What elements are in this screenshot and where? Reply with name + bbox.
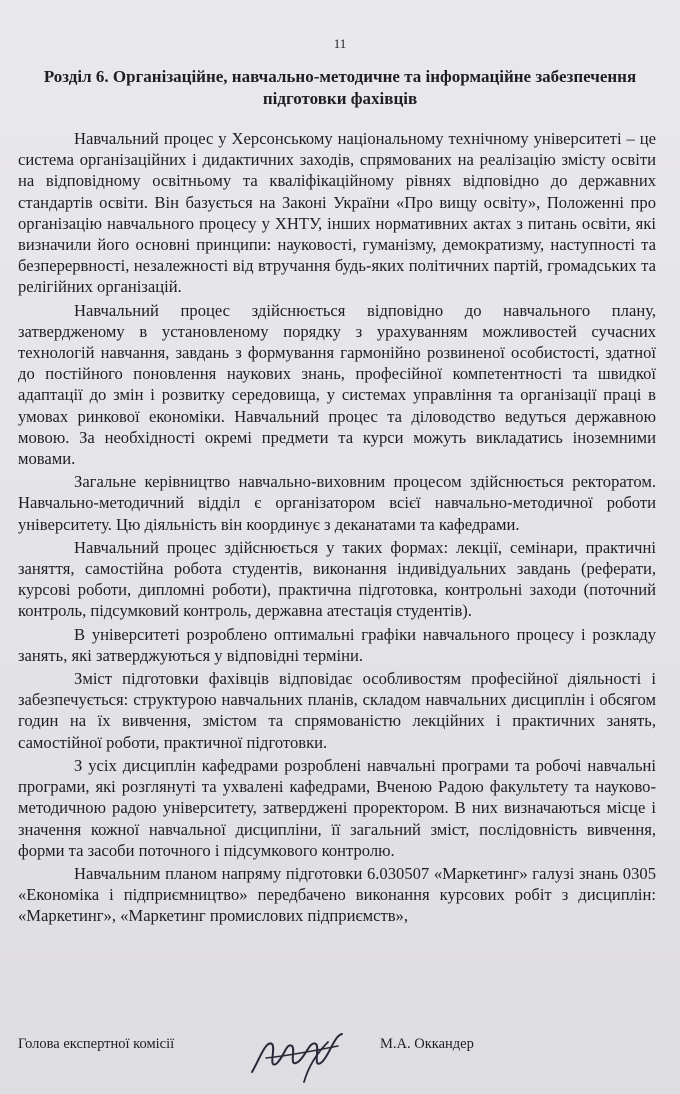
page-number: 11 <box>333 36 347 51</box>
paragraph-1: Навчальний процес у Херсонському національному технічному університеті – це система організаційних і дидактичних заходів, спрямованих на реалізацію змісту освіти на відповідному освітньому та кваліфікаційному рівнях відповідно до державних стандартів освіти. Він базується на Законі України «Про вищу освіту», Положенні про організацію навчального процесу у ХНТУ, інших нормативних актах з питань освіти, які визначили його основні принципи: науковості, гуманізму, демократизму, наступності та безперервності, незалежності від втручання будь-яких політичних партій, громадських та релігійних організацій. <box>18 129 656 297</box>
paragraph-8: Навчальним планом напряму підготовки 6.030507 «Маркетинг» галузі знань 0305 «Економіка і підприємництво» передбачено виконання курсових робіт з дисциплін: «Маркетинг», «Маркетинг промислових підприємств», <box>18 863 656 926</box>
paragraph-4: Навчальний процес здійснюється у таких формах: лекції, семінари, практичні заняття, самостійна робота студентів, виконання індивідуальних завдань (реферати, курсові роботи, дипломні роботи), практична підготовка, контрольні заходи (поточний контроль, підсумковий контроль, державна атестація студентів). <box>18 537 656 621</box>
signatory-title: Голова експертної комісії <box>18 1036 175 1052</box>
paragraph-7: З усіх дисциплін кафедрами розроблені навчальні програми та робочі навчальні програми, які розглянуті та ухвалені кафедрами, Вченою Радою факультету та науково-методичною радою університету, затверджені проректором. В них визначаються місце і значення кожної навчальної дисципліни, її загальний зміст, послідовність вивчення, форми та засоби поточного і підсумкового контролю. <box>18 755 656 860</box>
signature-block <box>18 1032 658 1088</box>
paragraph-2: Навчальний процес здійснюється відповідно до навчального плану, затвердженому в установленому порядку з урахуванням можливостей сучасних технологій навчання, завдань з формування гармонійно розвиненої особистості, здатної до постійного поновлення наукових знань, професійної компетентності та швидкої адаптації до змін і розвитку середовища, у системах управління та організації праці в умовах ринкової економіки. Навчальний процес та діловодство ведуться державною мовою. За необхідності окремі предмети та курси можуть викладатись іноземними мовами. <box>18 300 656 469</box>
document-body <box>18 128 656 929</box>
paragraph-3: Загальне керівництво навчально-виховним процесом здійснюється ректоратом. Навчально-методичний відділ є організатором всієї навчально-методичної роботи університету. Цю діяльність він координує з деканатами та кафедрами. <box>18 472 656 534</box>
paragraph-5: В університеті розроблено оптимальні графіки навчального процесу і розкладу занять, які затверджуються у відповідні терміни. <box>18 624 656 665</box>
section-heading: Розділ 6. Організаційне, навчально-методичне та інформаційне забезпечення підготовки фахівців <box>43 67 637 108</box>
paragraph-6: Зміст підготовки фахівців відповідає особливостям професійної діяльності і забезпечується: структурою навчальних планів, складом навчальних дисциплін і обсягом годин на їх вивчення, змістом та спрямованістю лекційних і практичних занять, самостійної роботи, практичної підготовки. <box>18 669 656 752</box>
handwritten-signature <box>246 1028 356 1086</box>
signatory-name: М.А. Оккандер <box>380 1036 474 1052</box>
